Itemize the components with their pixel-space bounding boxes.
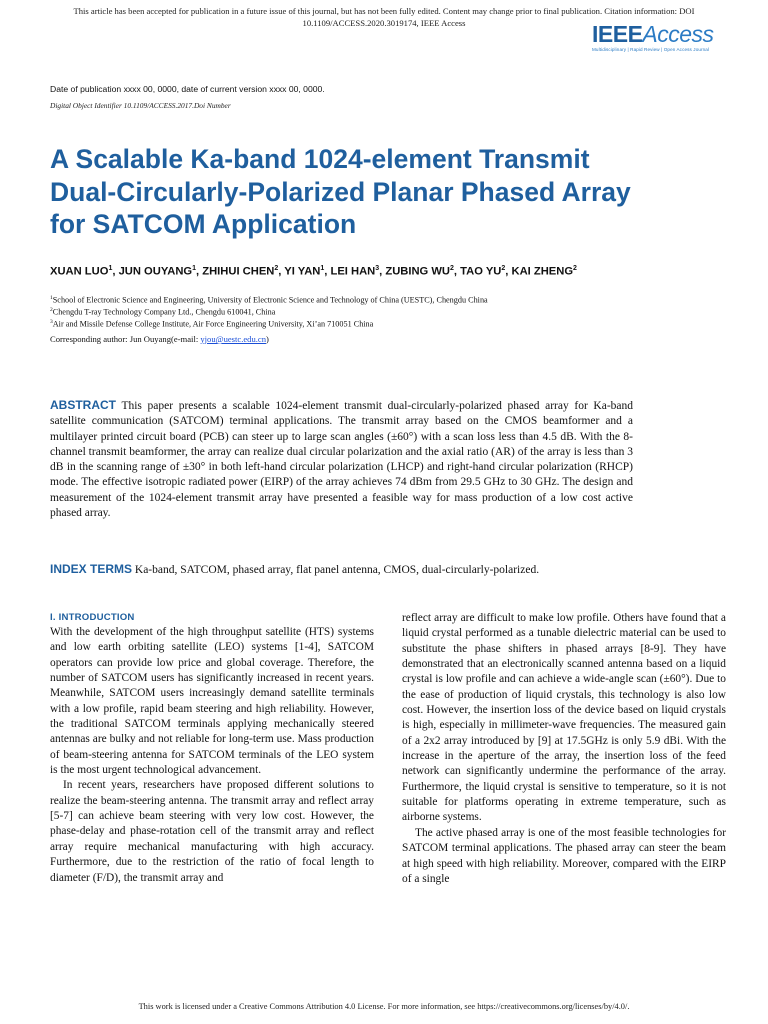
title-line-1: A Scalable Ka-band 1024-element Transmit — [50, 144, 590, 174]
author-affil-mark: 1 — [192, 265, 197, 272]
author-affil-mark: 1 — [108, 265, 113, 272]
paragraph: In recent years, researchers have proposed different solutions to realize the beam-steering antenna. The transmit array and reflect array [5-7] can achieve beam steering with very low cost. However, the phase-delay and phase-rotation cell of the transmit array and reflect array require mechanical manufacturing with high accuracy. Furthermore, due to the restriction of the ratio of focal length to diameter (F/D), the transmit array and — [50, 779, 374, 884]
corresponding-close: ) — [266, 334, 269, 344]
left-column — [50, 611, 374, 886]
author-name: ZHIHUI CHEN — [202, 265, 275, 278]
affiliation-text: School of Electronic Science and Engineering, University of Electronic Science and Technology of China (UESTC), Chengdu China — [52, 295, 488, 305]
logo-ieee: IEEE — [592, 21, 643, 47]
author-separator: , — [505, 265, 512, 278]
paragraph: The active phased array is one of the most feasible technologies for SATCOM terminal applications. The phased array can steer the beam at high speed with high reliability. Moreover, compared with the EIRP of a single — [402, 826, 726, 885]
author-name: TAO YU — [460, 265, 502, 278]
author-separator: , — [379, 265, 386, 278]
author-separator: , — [278, 265, 285, 278]
author-separator: , — [112, 265, 119, 278]
index-terms — [50, 562, 650, 578]
affiliation-text: Air and Missile Defense College Institute, Air Force Engineering University, Xi’an 710051 China — [52, 319, 374, 329]
notice-line-2: 10.1109/ACCESS.2020.3019174, IEEE Access — [302, 18, 466, 28]
corresponding-author — [50, 334, 269, 344]
affiliation-text: Chengdu T-ray Technology Company Ltd., Chengdu 610041, China — [52, 307, 276, 317]
author-name: LEI HAN — [330, 265, 376, 278]
corresponding-label: Corresponding author: Jun Ouyang(e-mail: — [50, 334, 201, 344]
index-terms-heading: INDEX TERMS — [50, 562, 133, 576]
author-name: YI YAN — [284, 265, 321, 278]
abstract-text: This paper presents a scalable 1024-element transmit dual-circularly-polarized phased array for Ka-band satellite communication (SATCOM) terminal applications. The transmit array based on the CMOS beamformer and a multilayer printed circuit board (PCB) can steer up to large scan angles (±60°) with a scan loss less than 4.5 dB. With the 8-channel transmit beamformer, the array can realize dual circular polarization and the axial ratio (AR) of the array is less than 3 dB in the scanning range of ±30° in both left-hand circular polarization (LHCP) and right-hand circular polarization (RHCP) mode. The effective isotropic radiated power (EIRP) of the array achieves 74 dBm from 29.5 GHz to 30 GHz. The design and measurement of the 1024-element transmit array have presented a feasible way for mass production of a low cost active phased array. — [50, 400, 633, 520]
section-heading-introduction: I. INTRODUCTION — [50, 612, 135, 623]
doi-line: Digital Object Identifier 10.1109/ACCESS.2017.Doi Number — [50, 101, 231, 110]
logo-access: Access — [642, 21, 714, 47]
affiliation-mark: 3 — [50, 319, 53, 325]
affiliation-3 — [50, 317, 690, 330]
author-affil-mark: 2 — [501, 265, 506, 272]
author-separator: , — [453, 265, 461, 278]
abstract — [50, 398, 633, 521]
author-affil-mark: 2 — [573, 265, 577, 272]
right-column — [402, 611, 726, 887]
title-line-3: for SATCOM Application — [50, 209, 357, 239]
corresponding-email-link[interactable]: yjou@uestc.edu.cn — [200, 334, 267, 344]
affiliation-2 — [50, 305, 690, 318]
author-name: XUAN LUO — [50, 265, 109, 278]
title-line-2: Dual-Circularly-Polarized Planar Phased Array — [50, 176, 631, 207]
author-name: JUN OUYANG — [118, 265, 193, 278]
author-name: KAI ZHENG — [511, 265, 574, 278]
affiliation-1 — [50, 293, 690, 306]
index-terms-text: Ka-band, SATCOM, phased array, flat panel antenna, CMOS, dual-circularly-polarized. — [134, 564, 540, 576]
abstract-heading: ABSTRACT — [50, 398, 116, 412]
notice-line-1: This article has been accepted for publication in a future issue of this journal, but has not been fully edited. Content may change prior to final publication. Citation information: DOI — [73, 6, 695, 16]
author-separator: , — [196, 265, 203, 278]
logo-tagline: Multidisciplinary | Rapid Review | Open Access Journal — [592, 47, 710, 52]
paragraph: reflect array are difficult to make low profile. Others have found that a liquid crystal performed as a tunable dielectric material can be used to substitute the phase shifters in phased arrays [8-9]. They have demonstrated that an electronically scanned antenna based on a liquid crystal is low profile and can achieve a wide-angle scan (±60°). Due to the ease of production of liquid crystals, this technology is also low cost. However, the insertion loss of the device based on liquid crystals is high, especially in millimeter-wave frequencies. The measured gain of a 2x2 array introduced by [9] at 17.5GHz is only 5.9 dBi. With the increase in the aperture of the array, the insertion loss of the feed network can significantly undermine the performance of the array. Furthermore, the liquid crystal is sensitive to temperature, so it is not suitable for platforms operating in extreme temperature, such as airborne systems. — [402, 612, 726, 824]
paper-title — [50, 143, 730, 241]
author-affil-mark: 1 — [320, 265, 325, 272]
publication-date: Date of publication xxxx 00, 0000, date of current version xxxx 00, 0000. — [50, 84, 325, 94]
paragraph: With the development of the high throughput satellite (HTS) systems and low earth orbiting satellite (LEO) systems [1-4], SATCOM operators can provide low price and global coverage. Therefore, the number of SATCOM users has significantly increased in recent years. Meanwhile, SATCOM users increasingly demand satellite terminals with a low profile, rapid beam steering and high reliability. However, the traditional SATCOM terminals applying mechanically steered antennas are bulky and not reliable for long-term use. Mass production of beam-steering antenna for SATCOM terminals of the LEO system is the most urgent technological advancement. — [50, 626, 374, 777]
affiliation-mark: 2 — [50, 307, 53, 313]
ieee-access-logo — [592, 22, 722, 54]
affiliation-mark: 1 — [50, 295, 53, 301]
author-separator: , — [324, 265, 331, 278]
author-affil-mark: 3 — [375, 265, 380, 272]
author-list — [50, 261, 650, 280]
author-name: ZUBING WU — [385, 265, 451, 278]
author-affil-mark: 2 — [274, 265, 279, 272]
author-affil-mark: 2 — [450, 265, 454, 272]
license-footer: This work is licensed under a Creative Commons Attribution 4.0 License. For more information, see https://creativecommons.org/licenses/by/4.0/. — [138, 1002, 630, 1011]
